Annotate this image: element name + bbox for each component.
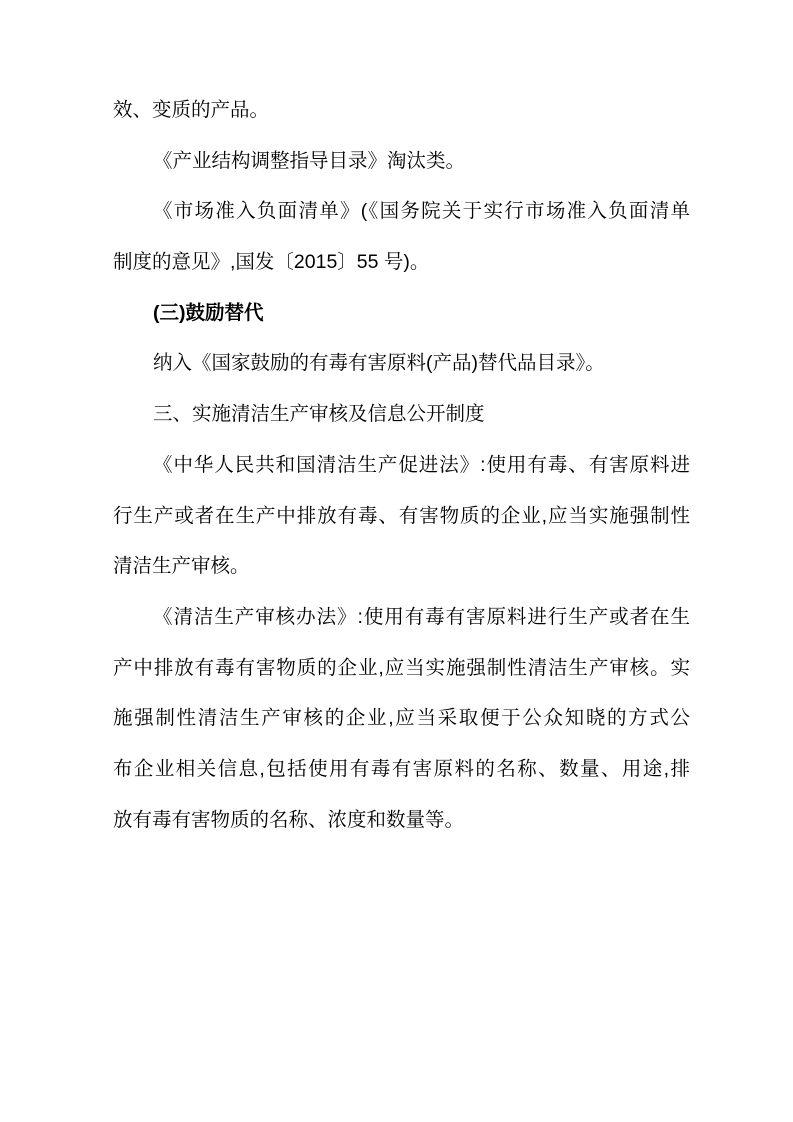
body-line: 《产业结构调整指导目录》淘汰类。 — [153, 149, 466, 172]
heading-line: 三、实施清洁生产审核及信息公开制度 — [153, 403, 485, 426]
body-line: 施强制性清洁生产审核的企业,应当采取便于公众知晓的方式公 — [113, 707, 690, 730]
heading-line: (三)鼓励替代 — [153, 301, 264, 324]
body-line: 纳入《国家鼓励的有毒有害原料(产品)替代品目录》。 — [153, 352, 605, 375]
body-line: 放有毒有害物质的名称、浓度和数量等。 — [113, 808, 465, 831]
body-line: 产中排放有毒有害物质的企业,应当实施强制性清洁生产审核。实 — [113, 656, 690, 679]
body-line: 布企业相关信息,包括使用有毒有害原料的名称、数量、用途,排 — [113, 757, 690, 780]
body-line: 行生产或者在生产中排放有毒、有害物质的企业,应当实施强制性 — [113, 504, 690, 527]
document-body — [113, 85, 690, 845]
body-line: 《中华人民共和国清洁生产促进法》:使用有毒、有害原料进 — [153, 453, 690, 476]
body-line: 《清洁生产审核办法》:使用有毒有害原料进行生产或者在生 — [153, 605, 690, 628]
body-line: 效、变质的产品。 — [113, 99, 270, 121]
body-line: 《市场准入负面清单》(《国务院关于实行市场准入负面清单 — [153, 200, 690, 223]
body-line: 清洁生产审核。 — [113, 555, 250, 578]
body-line: 制度的意见》,国发〔2015〕55 号)。 — [113, 251, 430, 274]
